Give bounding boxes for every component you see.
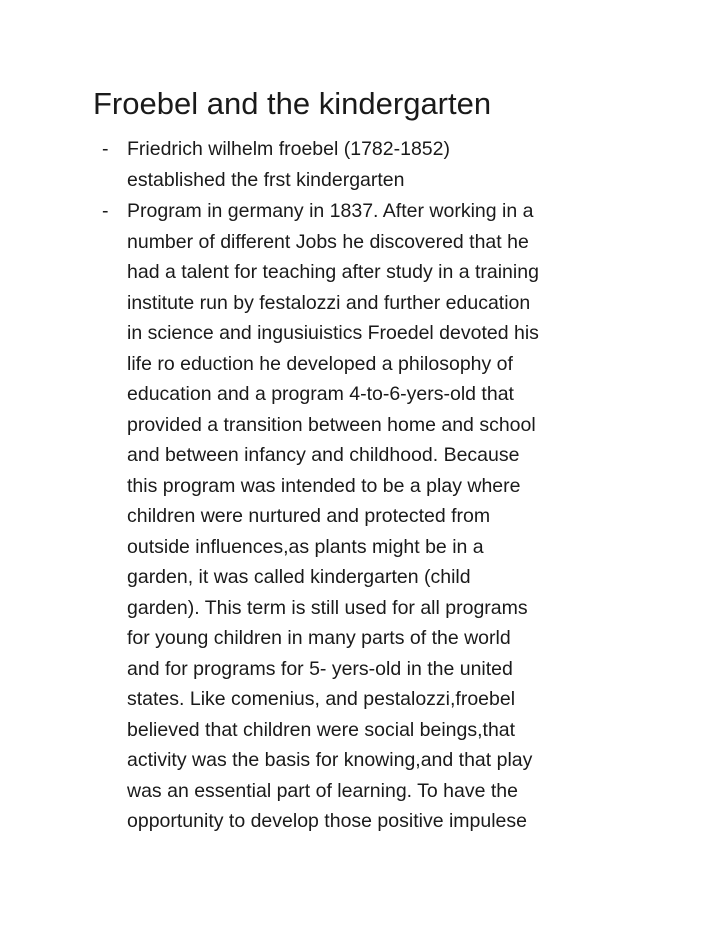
- text-line: outside influences,as plants might be in a: [127, 535, 484, 558]
- text-line: Friedrich wilhelm froebel (1782-1852): [127, 138, 450, 160]
- text-line: believed that children were social beings,that: [127, 718, 516, 741]
- bullet-marker: -: [102, 138, 109, 160]
- text-line: states. Like comenius, and pestalozzi,froebel: [127, 688, 516, 710]
- text-line: established the frst kindergarten: [127, 168, 405, 191]
- text-line: children were nurtured and protected from: [127, 505, 491, 527]
- text-line: had a talent for teaching after study in a training: [127, 261, 539, 283]
- text-line: life ro eduction he developed a philosophy of: [127, 352, 513, 375]
- text-line: provided a transition between home and school: [127, 413, 536, 436]
- text-line: in science and ingusiuistics Froedel devoted his: [127, 322, 539, 344]
- text-line: and between infancy and childhood. Because: [127, 444, 520, 466]
- bullet-marker: -: [102, 200, 109, 222]
- text-line: education and a program 4-to-6-yers-old that: [127, 383, 514, 405]
- text-line: was an essential part of learning. To have the: [127, 779, 518, 802]
- text-line: Program in germany in 1837. After working in a: [127, 200, 534, 222]
- text-line: this program was intended to be a play where: [127, 474, 521, 497]
- text-line: activity was the basis for knowing,and that play: [127, 749, 533, 771]
- text-line: for young children in many parts of the world: [127, 627, 511, 649]
- text-line: and for programs for 5- yers-old in the united: [127, 657, 513, 680]
- text-line: garden, it was called kindergarten (child: [127, 566, 471, 588]
- bullet-text: [127, 134, 647, 195]
- page-title: Froebel and the kindergarten: [93, 86, 492, 121]
- text-line: institute run by festalozzi and further education: [127, 291, 531, 314]
- text-line: garden). This term is still used for all programs: [127, 596, 528, 619]
- bullet-text: [127, 196, 647, 837]
- text-line: number of different Jobs he discovered that he: [127, 230, 529, 253]
- text-line: opportunity to develop those positive impulese: [127, 810, 527, 832]
